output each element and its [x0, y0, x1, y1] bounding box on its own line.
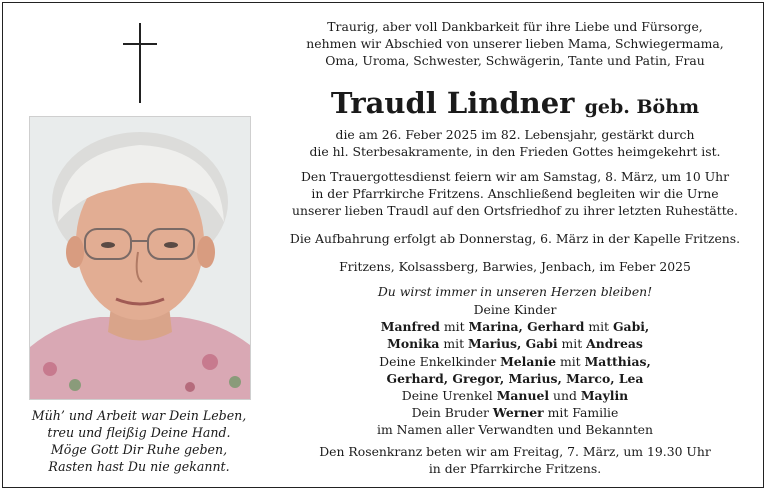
family-text: mit	[439, 336, 469, 352]
grandchildren-line	[265, 353, 765, 370]
family-name: Manfred	[380, 319, 440, 335]
family-name: Gerhard, Gregor, Marius, Marco, Lea	[386, 370, 644, 386]
poem-line: Müh’ und Arbeit war Dein Leben,	[31, 408, 247, 423]
birth-name: geb. Böhm	[584, 96, 700, 118]
family-name: Monika	[387, 336, 440, 352]
right-column	[265, 3, 765, 489]
family-name: Melanie	[500, 353, 556, 369]
memorial-poem	[25, 407, 253, 475]
family-text: mit	[584, 319, 613, 335]
family-text: Deine Urenkel	[401, 388, 497, 404]
death-notice-line: die hl. Sterbesakramente, in den Frieden Gottes heimgekehrt ist.	[309, 144, 721, 160]
service-line: unserer lieben Traudl auf den Ortsfriedhof zu ihrer letzten Ruhestätte.	[292, 203, 738, 219]
family-name: Manuel	[496, 388, 550, 404]
death-notice	[265, 126, 765, 160]
family-name: Werner	[492, 405, 544, 421]
family-name: Matthias,	[584, 353, 651, 369]
grandchildren-line	[265, 370, 765, 387]
family-text: und	[549, 388, 581, 404]
service-line: in der Pfarrkirche Fritzens. Anschließend begleiten wir die Urne	[311, 186, 719, 202]
service-info	[265, 168, 765, 220]
family-text: mit	[557, 336, 587, 352]
poem-line: Rasten hast Du nie gekannt.	[48, 459, 230, 474]
intro-line: nehmen wir Abschied von unserer lieben Mama, Schwiegermama,	[306, 36, 724, 52]
great-grandchildren-line	[265, 387, 765, 404]
family-name: Maylin	[580, 388, 629, 404]
family-text: Dein Bruder	[411, 405, 493, 421]
intro-line: Oma, Uroma, Schwester, Schwägerin, Tante und Patin, Frau	[325, 53, 705, 69]
family-name: Gabi,	[612, 319, 650, 335]
left-column	[3, 3, 265, 489]
poem-line: Möge Gott Dir Ruhe geben,	[50, 442, 228, 457]
relatives-line: im Namen aller Verwandten und Bekannten	[376, 422, 653, 438]
children-line	[265, 318, 765, 335]
children-heading: Deine Kinder	[473, 302, 557, 317]
portrait-photo	[29, 116, 251, 400]
family-text: mit Familie	[543, 405, 619, 421]
intro-text	[265, 18, 765, 70]
family-text: Deine Enkelkinder	[379, 353, 501, 369]
rosary-info	[265, 443, 765, 477]
service-line: Den Trauergottesdienst feiern wir am Samstag, 8. März, um 10 Uhr	[300, 169, 730, 184]
intro-line: Traurig, aber voll Dankbarkeit für ihre Liebe und Fürsorge,	[327, 19, 703, 34]
deceased-name: Traudl Lindner	[330, 86, 575, 120]
family-name: Marina, Gerhard	[468, 319, 585, 335]
family-name: Marius, Gabi	[468, 336, 558, 352]
place-date: Fritzens, Kolsassberg, Barwies, Jenbach, im Feber 2025	[339, 259, 691, 274]
motto: Du wirst immer in unseren Herzen bleiben!	[377, 284, 653, 299]
obituary-notice	[2, 2, 764, 488]
children-line	[265, 335, 765, 352]
cross-icon	[123, 23, 157, 103]
deceased-name-heading	[265, 86, 765, 124]
rosary-line: in der Pfarrkirche Fritzens.	[428, 461, 602, 477]
family-text: mit	[556, 353, 585, 369]
family-text: mit	[439, 319, 469, 335]
family-name: Andreas	[586, 336, 643, 352]
rosary-line: Den Rosenkranz beten wir am Freitag, 7. März, um 19.30 Uhr	[319, 444, 711, 459]
death-notice-line: die am 26. Feber 2025 im 82. Lebensjahr, gestärkt durch	[335, 127, 695, 142]
poem-line: treu und fleißig Deine Hand.	[47, 425, 231, 440]
family-list	[265, 301, 765, 439]
brother-line	[265, 404, 765, 421]
viewing-info: Die Aufbahrung erfolgt ab Donnerstag, 6. März in der Kapelle Fritzens.	[289, 231, 741, 246]
